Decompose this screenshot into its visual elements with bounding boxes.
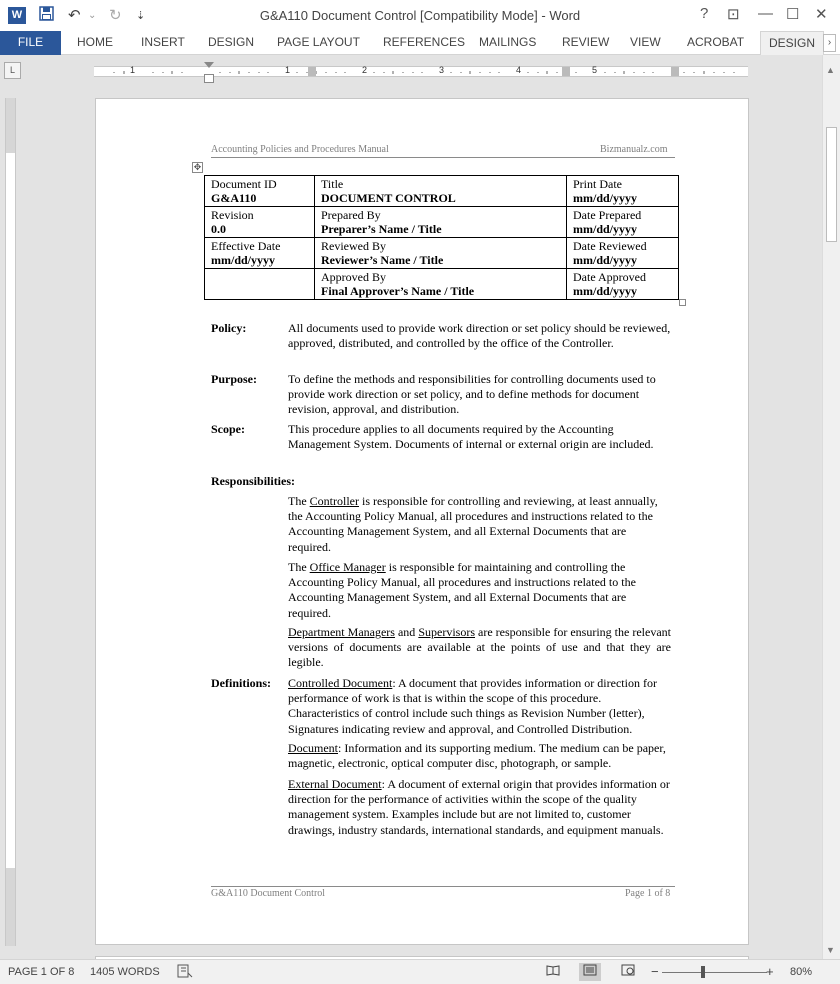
scope-text: This procedure applies to all documents required by the Accounting Management System. Documents of internal or external origin are included. [288, 422, 654, 452]
header-left: Accounting Policies and Procedures Manual [211, 144, 389, 155]
responsibility-managers: Department Managers and Supervisors are responsible for ensuring the relevant versions of documents are available at the points of use and that they are legible. [288, 625, 671, 670]
responsibility-controller: The Controller is responsible for controlling and reviewing, at least annually, the Accounting Policy Manual, all procedures and instructions related to the Accounting Management System, and all External Documents that are required. [288, 494, 658, 554]
cell-label: Document ID [211, 177, 277, 191]
definition-external-document: External Document: A document of external origin that provides information or direction for the performance of activities within the scope of the quality management system. Examples include but are not limited to, customer drawings, industry standards, international standards, and equipment manuals. [288, 777, 670, 837]
web-layout-icon[interactable] [617, 963, 639, 981]
table-cell[interactable] [205, 269, 315, 300]
cell-value: Final Approver’s Name / Title [321, 284, 475, 298]
tab-page-layout[interactable]: PAGE LAYOUT [277, 35, 360, 49]
ruler-number: 1 [285, 65, 291, 75]
ribbon-scroll-right-icon[interactable]: › [823, 34, 836, 52]
minimize-button[interactable]: — [758, 5, 773, 22]
responsibility-office-manager: The Office Manager is responsible for maintaining and controlling the Accounting Policy Manual, all procedures and instructions related to the Accounting Management System, and all External Documents that are required. [288, 560, 636, 620]
cell-value: mm/dd/yyyy [573, 191, 638, 205]
title-bar [0, 0, 840, 31]
table-cell[interactable] [315, 207, 567, 238]
document-term: Document [288, 741, 338, 755]
page-count[interactable]: PAGE 1 OF 8 [8, 966, 75, 978]
department-managers-term: Department Managers [288, 625, 395, 639]
zoom-out-button[interactable]: − [651, 964, 659, 979]
proofing-icon[interactable] [177, 964, 193, 981]
table-move-handle-icon[interactable]: ✥ [193, 162, 202, 172]
ruler-number: 4 [516, 65, 522, 75]
word-app-icon[interactable]: W [8, 7, 26, 24]
tab-mailings[interactable]: MAILINGS [479, 35, 537, 49]
cell-value: G&A110 [211, 191, 257, 205]
table-cell[interactable] [315, 176, 567, 207]
tab-references[interactable]: REFERENCES [383, 35, 466, 49]
controlled-document-term: Controlled Document [288, 676, 393, 690]
table-column-marker[interactable] [671, 67, 679, 76]
cell-value: Reviewer’s Name / Title [321, 253, 444, 267]
zoom-in-button[interactable]: + [766, 964, 774, 979]
vertical-scrollbar[interactable] [822, 55, 840, 959]
undo-dropdown-icon[interactable]: ⌄ [88, 10, 97, 21]
document-page[interactable] [95, 98, 749, 945]
cell-label: Reviewed By [321, 239, 386, 253]
cell-label: Date Reviewed [573, 239, 647, 253]
office-manager-term: Office Manager [309, 560, 386, 574]
cell-label: Date Approved [573, 270, 646, 284]
zoom-level[interactable]: 80% [790, 966, 813, 978]
ribbon-display-options-button[interactable]: ⊡ [727, 6, 740, 23]
policy-label: Policy: [211, 321, 247, 335]
help-button[interactable]: ? [700, 5, 709, 22]
window-title: G&A110 Document Control [Compatibility Mode] - Word [259, 8, 581, 23]
zoom-slider[interactable] [662, 972, 767, 973]
tab-view[interactable]: VIEW [630, 35, 661, 49]
word-count[interactable]: 1405 WORDS [90, 966, 160, 978]
definitions-label: Definitions: [211, 676, 271, 690]
ribbon-tabs [0, 31, 840, 55]
table-cell[interactable] [205, 176, 315, 207]
cell-label: Print Date [573, 177, 622, 191]
header-right: Bizmanualz.com [600, 144, 668, 155]
read-mode-icon[interactable] [542, 963, 564, 981]
scope-label: Scope: [211, 422, 245, 436]
footer-page-number: Page 1 of 8 [625, 888, 671, 899]
tab-acrobat[interactable]: ACROBAT [687, 35, 745, 49]
ruler-left-margin [94, 66, 204, 77]
external-document-term: External Document [288, 777, 382, 791]
tab-table-design[interactable]: DESIGN [760, 31, 824, 55]
document-info-table [204, 175, 679, 300]
cell-label: Prepared By [321, 208, 381, 222]
definition-document: Document: Information and its supporting medium. The medium can be paper, magnetic, electronic, optical computer disc, photograph, or sample. [288, 741, 666, 771]
footer-left: G&A110 Document Control [211, 888, 326, 899]
cell-value: mm/dd/yyyy [573, 253, 638, 267]
purpose-text: To define the methods and responsibilities for controlling documents used to provide work direction or set policy, and to define methods for document revision, approval, and distribution. [288, 372, 656, 417]
status-bar [0, 959, 840, 984]
table-cell[interactable] [315, 238, 567, 269]
table-cell[interactable] [567, 238, 679, 269]
table-cell[interactable] [567, 207, 679, 238]
table-cell[interactable] [567, 176, 679, 207]
table-column-marker[interactable] [562, 67, 570, 76]
file-tab[interactable]: FILE [0, 31, 61, 55]
table-resize-handle[interactable] [679, 299, 686, 306]
table-column-marker[interactable] [308, 67, 316, 76]
header-divider [211, 157, 675, 158]
table-row [205, 238, 679, 269]
ruler-number: 3 [439, 65, 445, 75]
table-cell[interactable] [205, 238, 315, 269]
table-cell[interactable] [205, 207, 315, 238]
table-row [205, 176, 679, 207]
cell-value: Preparer’s Name / Title [321, 222, 442, 236]
responsibilities-label: Responsibilities: [211, 474, 296, 488]
tab-review[interactable]: REVIEW [562, 35, 610, 49]
close-button[interactable]: ✕ [815, 6, 828, 23]
footer-divider [211, 886, 675, 887]
ruler-number: 2 [362, 65, 368, 75]
scroll-up-icon[interactable]: ▲ [826, 65, 835, 75]
tab-home[interactable]: HOME [77, 35, 113, 49]
vertical-ruler[interactable] [5, 98, 16, 946]
zoom-slider-thumb[interactable] [701, 966, 705, 978]
scroll-down-icon[interactable]: ▼ [826, 945, 835, 955]
controller-term: Controller [309, 494, 359, 508]
redo-icon[interactable]: ↻ [109, 7, 122, 24]
cell-value: mm/dd/yyyy [573, 284, 638, 298]
tab-insert[interactable]: INSERT [141, 35, 185, 49]
tab-selector-button[interactable]: L [4, 62, 21, 79]
cell-value: mm/dd/yyyy [211, 253, 276, 267]
table-cell[interactable] [315, 269, 567, 300]
cell-label: Approved By [321, 270, 386, 284]
policy-text: All documents used to provide work direction or set policy should be reviewed, approved, distributed, and controlled by the office of the Controller. [288, 321, 671, 351]
ruler-number: 5 [592, 65, 598, 75]
cell-value: DOCUMENT CONTROL [321, 191, 456, 205]
purpose-label: Purpose: [211, 372, 257, 386]
print-layout-icon[interactable] [579, 963, 601, 981]
tab-design[interactable]: DESIGN [208, 35, 255, 49]
table-cell[interactable] [567, 269, 679, 300]
undo-icon[interactable]: ↶ [68, 7, 81, 24]
scrollbar-thumb[interactable] [826, 127, 837, 242]
ruler-number: 1 [130, 65, 136, 75]
maximize-button[interactable]: ☐ [786, 6, 800, 23]
left-indent-marker[interactable] [204, 74, 214, 83]
first-line-indent-marker[interactable] [204, 62, 214, 68]
definition-controlled-document: Controlled Document: A document that provides information or direction for performance of work is that is within the scope of this procedure. Characteristics of control include such things as Revision Number (letter), Signatures indicating review and approval, and Controlled Distribution. [288, 676, 657, 736]
cell-label: Revision [211, 208, 254, 222]
table-row [205, 207, 679, 238]
customize-toolbar-icon[interactable]: ⇣ [136, 10, 146, 22]
supervisors-term: Supervisors [418, 625, 475, 639]
cell-value: 0.0 [211, 222, 226, 236]
cell-label: Effective Date [211, 239, 281, 253]
cell-label: Title [321, 177, 344, 191]
table-row [205, 269, 679, 300]
cell-label: Date Prepared [573, 208, 642, 222]
cell-value: mm/dd/yyyy [573, 222, 638, 236]
